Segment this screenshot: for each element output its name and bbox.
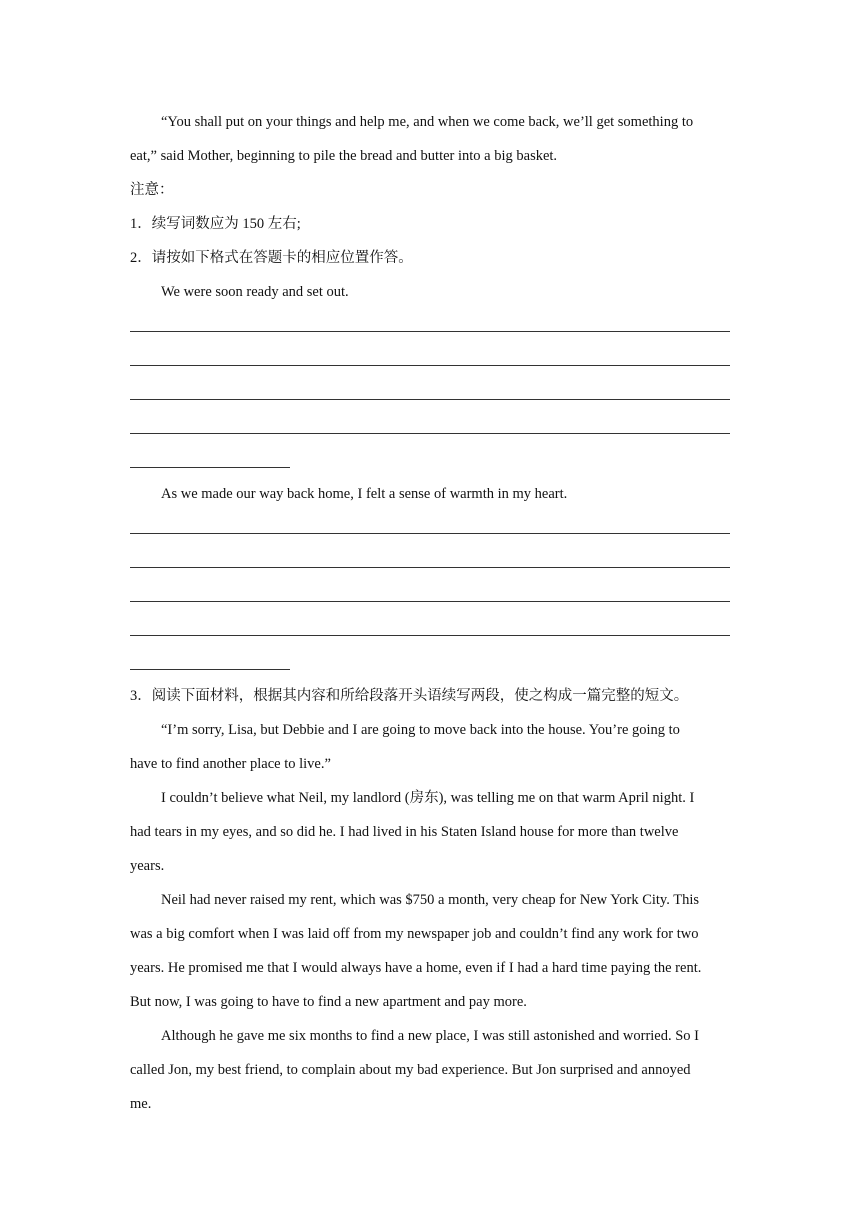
answer-line xyxy=(130,399,730,400)
answer-line xyxy=(130,331,730,332)
story-paragraph-line: me. xyxy=(130,1096,152,1112)
story-paragraph-line: But now, I was going to have to find a new apartment and pay more. xyxy=(130,994,527,1010)
answer-line xyxy=(130,365,730,366)
story-paragraph-line: have to find another place to live.” xyxy=(130,756,331,772)
answer-line xyxy=(130,567,730,568)
story-paragraph-line: “I’m sorry, Lisa, but Debbie and I are going to move back into the house. You’re going to xyxy=(161,722,680,738)
question-3-instruction: 3．阅读下面材料，根据其内容和所给段落开头语续写两段，使之构成一篇完整的短文。 xyxy=(130,688,689,704)
answer-line-short xyxy=(130,669,290,670)
answer-line xyxy=(130,635,730,636)
answer-line-short xyxy=(130,467,290,468)
story-paragraph-line: years. He promised me that I would always have a home, even if I had a hard time paying the rent. xyxy=(130,960,702,976)
notes-title: 注意： xyxy=(130,182,174,198)
story-paragraph-line: years. xyxy=(130,858,165,874)
opening-sentence-2: As we made our way back home, I felt a sense of warmth in my heart. xyxy=(161,486,568,502)
mother-paragraph-line: eat,” said Mother, beginning to pile the bread and butter into a big basket. xyxy=(130,148,558,164)
answer-line xyxy=(130,433,730,434)
story-paragraph-line: had tears in my eyes, and so did he. I had lived in his Staten Island house for more than twelve xyxy=(130,824,679,840)
mother-paragraph-line: “You shall put on your things and help me, and when we come back, we’ll get something to xyxy=(161,114,694,130)
story-paragraph-line: called Jon, my best friend, to complain about my bad experience. But Jon surprised and annoyed xyxy=(130,1062,691,1078)
notes-item-format: 2．请按如下格式在答题卡的相应位置作答。 xyxy=(130,250,413,266)
story-paragraph-line: was a big comfort when I was laid off from my newspaper job and couldn’t find any work for two xyxy=(130,926,699,942)
story-paragraph-line: Neil had never raised my rent, which was $750 a month, very cheap for New York City. This xyxy=(161,892,699,908)
answer-line xyxy=(130,533,730,534)
story-paragraph-line: Although he gave me six months to find a new place, I was still astonished and worried. So I xyxy=(161,1028,700,1044)
opening-sentence-1: We were soon ready and set out. xyxy=(161,284,349,300)
story-paragraph-line: I couldn’t believe what Neil, my landlord (房东), was telling me on that warm April night. I xyxy=(161,790,695,806)
answer-line xyxy=(130,601,730,602)
notes-item-word-count: 1．续写词数应为 150 左右; xyxy=(130,216,301,232)
